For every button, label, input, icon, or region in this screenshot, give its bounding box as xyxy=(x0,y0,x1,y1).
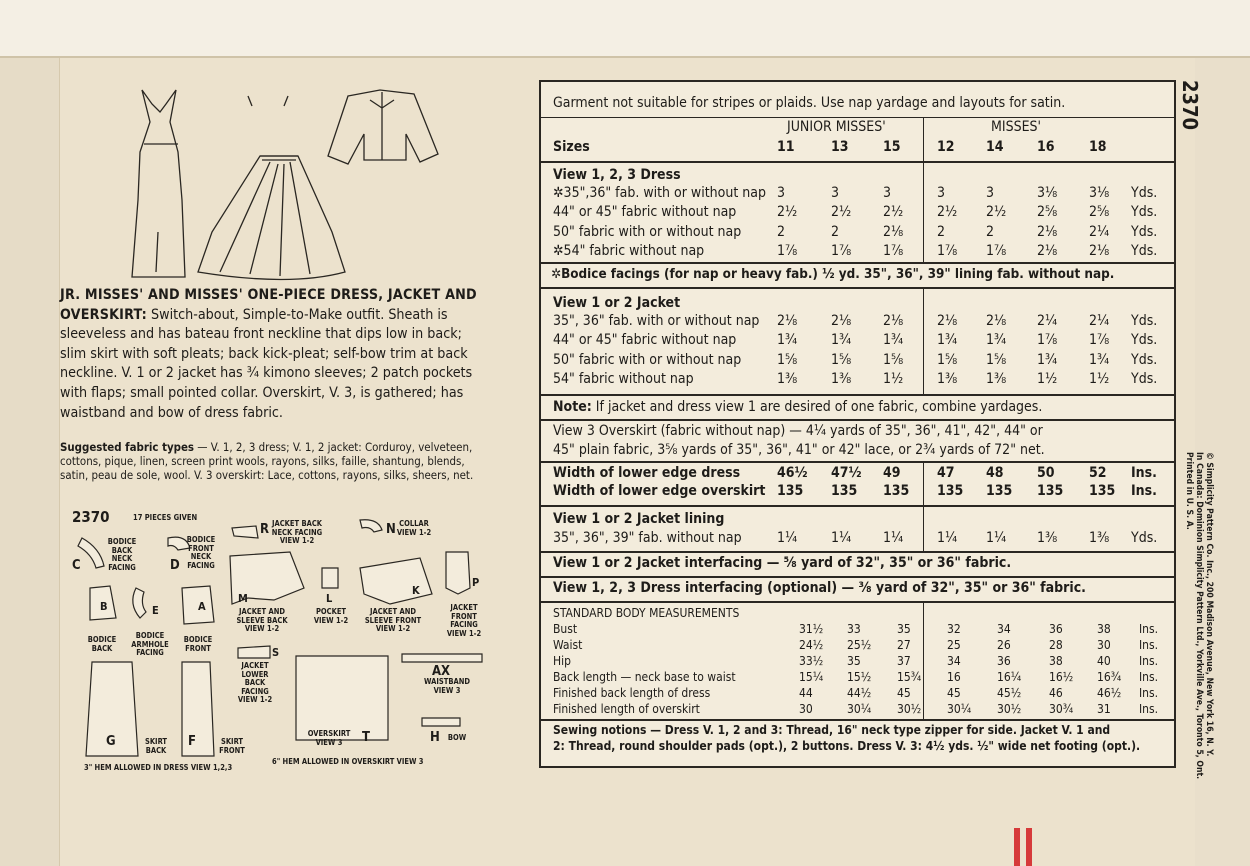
header-note: Garment not suitable for stripes or plaids. Use nap yardage and layouts for satin. xyxy=(553,95,1066,111)
cell-value: 30½ xyxy=(997,701,1022,716)
column-divider xyxy=(923,462,924,506)
cell-value: 3⅛ xyxy=(1089,185,1110,201)
piece-h-label: BOW xyxy=(447,733,467,742)
cell-value: 1⅞ xyxy=(883,242,904,259)
piece-s-label: JACKET LOWER BACK FACING VIEW 1-2 xyxy=(237,661,273,705)
column-divider xyxy=(923,602,924,720)
rule xyxy=(541,287,1174,289)
cell-value: 135 xyxy=(937,483,964,499)
cell-value: 135 xyxy=(1037,483,1064,499)
envelope-top-flap xyxy=(0,0,1250,58)
bodice-facings: ✲Bodice facings (for nap or heavy fab.) ½ yd. 35", 36", 39" lining fab. without nap. xyxy=(551,267,1115,282)
jacket-interfacing: View 1 or 2 Jacket interfacing — ⅝ yard of 32", 35" or 36" fabric. xyxy=(553,555,1012,571)
cell-value: 30 xyxy=(1097,637,1111,652)
row-label: 44" or 45" fabric without nap xyxy=(553,332,737,349)
piece-s-letter: S xyxy=(272,646,280,659)
cell-value: 16½ xyxy=(1049,669,1074,684)
piece-e-letter: E xyxy=(152,604,159,617)
piece-h-letter: H xyxy=(430,730,440,745)
cell-value: 15½ xyxy=(847,669,872,684)
cell-value: 33½ xyxy=(799,653,824,668)
cell-value: 1¾ xyxy=(1037,351,1058,368)
unit-label: Ins. xyxy=(1131,465,1157,481)
cell-value: 28 xyxy=(1049,637,1063,652)
lining-title: View 1 or 2 Jacket lining xyxy=(553,511,725,527)
cell-value: 31½ xyxy=(799,622,824,636)
cell-value: 36 xyxy=(997,653,1011,668)
unit-label: Yds. xyxy=(1131,351,1158,368)
column-divider xyxy=(923,288,924,394)
cell-value: 16¼ xyxy=(997,669,1022,684)
side-copyright xyxy=(1184,452,1214,779)
cell-value: 1⅜ xyxy=(777,370,798,387)
cell-value: 2⅛ xyxy=(1089,242,1110,259)
cell-value: 1¾ xyxy=(986,332,1007,349)
row-label: 50" fabric with or without nap xyxy=(553,351,742,368)
cell-value: 15¾ xyxy=(897,669,922,684)
size-14: 14 xyxy=(986,139,1004,155)
cell-value: 1⅞ xyxy=(1037,332,1058,349)
cell-value: 3⅛ xyxy=(1037,185,1058,201)
cell-value: 135 xyxy=(1089,483,1116,499)
garment-illustrations xyxy=(120,82,440,282)
pattern-description xyxy=(60,286,490,423)
cell-value: 16 xyxy=(947,669,961,684)
rule xyxy=(541,161,1174,163)
cell-value: 2¼ xyxy=(1037,313,1058,329)
measure-title: STANDARD BODY MEASUREMENTS xyxy=(553,606,740,620)
cell-value: 1⅝ xyxy=(777,351,798,368)
sizes-label: Sizes xyxy=(553,139,590,155)
piece-p-label: JACKET FRONT FACING VIEW 1-2 xyxy=(446,603,482,638)
view3-line1: View 3 Overskirt (fabric without nap) — 4¼ yards of 35", 36", 41", 42", 44" or xyxy=(553,423,1043,439)
cell-value: 2⅛ xyxy=(831,313,852,329)
cell-value: 45½ xyxy=(997,685,1022,700)
cell-value: 35 xyxy=(847,653,861,668)
piece-t-letter: T xyxy=(362,730,370,745)
misses-label: MISSES' xyxy=(991,119,1041,135)
unit-label: Ins. xyxy=(1139,701,1159,716)
cell-value: 24½ xyxy=(799,637,824,652)
cell-value: 36 xyxy=(1049,622,1063,636)
dress-interfacing: View 1, 2, 3 Dress interfacing (optional) — ⅜ yard of 32", 35" or 36" fabric. xyxy=(553,580,1086,596)
cell-value: 2½ xyxy=(937,204,958,221)
cell-value: 1⅜ xyxy=(1037,530,1058,546)
cell-value: 1⅝ xyxy=(883,351,904,368)
row-label: 50" fabric with or without nap xyxy=(553,223,742,240)
size-18: 18 xyxy=(1089,139,1107,155)
cell-value: 2 xyxy=(986,223,995,240)
column-divider xyxy=(923,506,924,552)
cell-value: 46½ xyxy=(1097,685,1122,700)
pieces-number: 2370 xyxy=(72,508,110,526)
cell-value: 40 xyxy=(1097,653,1111,668)
cell-value: 25½ xyxy=(847,637,872,652)
cell-value: 1⅜ xyxy=(1089,530,1110,546)
unit-label: Yds. xyxy=(1131,370,1158,387)
cell-value: 1¾ xyxy=(831,332,852,349)
cell-value: 16¾ xyxy=(1097,669,1122,684)
cell-value: 1⅜ xyxy=(831,370,852,387)
cell-value: 1¼ xyxy=(831,530,852,546)
piece-r-letter: R xyxy=(260,522,270,537)
cell-value: 30 xyxy=(799,701,813,716)
size-13: 13 xyxy=(831,139,849,155)
piece-c-letter: C xyxy=(72,558,81,573)
pattern-pieces-diagram xyxy=(60,508,500,778)
dress-title: View 1, 2, 3 Dress xyxy=(553,167,681,183)
piece-n-letter: N xyxy=(386,522,396,537)
piece-e-label: BODICE ARMHOLE FACING xyxy=(131,631,169,658)
cell-value: 45 xyxy=(947,685,961,700)
size-11: 11 xyxy=(777,139,795,155)
rule xyxy=(541,394,1174,396)
jacket-sketch xyxy=(328,90,438,164)
copyright-line1: © Simplicity Pattern Co. Inc., 200 Madison Avenue, New York 16, N. Y. xyxy=(1204,452,1214,757)
rule xyxy=(541,505,1174,507)
jacket-title: View 1 or 2 Jacket xyxy=(553,295,681,311)
cell-value: 2 xyxy=(777,223,786,240)
cell-value: 30¼ xyxy=(947,701,972,716)
cell-value: 25 xyxy=(947,637,961,652)
fabric-text: — V. 1, 2, 3 dress; V. 1, 2 jacket: Corduroy, velveteen, cottons, pique, linen, screen print wools, rayons, silks, faille, shantung, blends, satin, peau de sole, wool. V. 3 overskirt: Lace, cottons, rayons, silks, sheers, net. xyxy=(60,440,474,482)
fabric-label: Suggested fabric types xyxy=(60,440,195,454)
rule xyxy=(541,419,1174,421)
piece-c-label: BODICE BACK NECK FACING xyxy=(107,537,137,572)
view3-line2: 45" plain fabric, 3⅝ yards of 35", 36", 41" or 42" lace, or 2¾ yards of 72" net. xyxy=(553,442,1045,458)
cell-value: 2¼ xyxy=(1089,223,1110,240)
cell-value: 44 xyxy=(799,685,813,700)
piece-l-label: POCKET VIEW 1-2 xyxy=(313,607,349,625)
sewing-line1: Sewing notions — Dress V. 1, 2 and 3: Thread, 16" neck type zipper for side. Jacket V. 1 and xyxy=(553,723,1111,737)
note-label: Note: xyxy=(553,399,592,415)
piece-d-label: BODICE FRONT NECK FACING xyxy=(186,535,216,570)
cell-value: 1⅞ xyxy=(986,242,1007,259)
size-15: 15 xyxy=(883,139,901,155)
junior-misses-label: JUNIOR MISSES' xyxy=(787,119,886,135)
piece-m-label: JACKET AND SLEEVE BACK VIEW 1-2 xyxy=(236,607,288,634)
width-dress-label: Width of lower edge dress xyxy=(553,465,741,481)
column-divider xyxy=(923,118,924,162)
piece-n-label: COLLAR VIEW 1-2 xyxy=(396,519,432,537)
column-divider xyxy=(923,162,924,262)
piece-f-label: SKIRT FRONT xyxy=(219,737,245,755)
cell-value: 34 xyxy=(997,622,1011,636)
hem-dress-note: 3" HEM ALLOWED IN DRESS VIEW 1,2,3 xyxy=(84,763,233,772)
unit-label: Ins. xyxy=(1139,653,1159,668)
cell-value: 1½ xyxy=(1037,370,1058,387)
piece-r-label: JACKET BACK NECK FACING VIEW 1-2 xyxy=(271,519,323,546)
cell-value: 1⅜ xyxy=(937,370,958,387)
cell-value: 1⅜ xyxy=(986,370,1007,387)
cell-value: 15¼ xyxy=(799,669,824,684)
cell-value: 47 xyxy=(937,465,955,481)
row-label: Hip xyxy=(553,653,571,668)
rule xyxy=(541,461,1174,463)
cell-value: 2 xyxy=(937,223,946,240)
cell-value: 45 xyxy=(897,685,911,700)
piece-d-letter: D xyxy=(170,558,180,573)
cell-value: 1½ xyxy=(1089,370,1110,387)
piece-b-letter: B xyxy=(100,600,108,613)
cell-value: 1⅞ xyxy=(831,242,852,259)
lining-label: 35", 36", 39" fab. without nap xyxy=(553,530,742,546)
cell-value: 31 xyxy=(1097,701,1111,716)
hem-overskirt-note: 6" HEM ALLOWED IN OVERSKIRT VIEW 3 xyxy=(272,757,424,766)
cell-value: 3 xyxy=(937,185,946,201)
cell-value: 2½ xyxy=(777,204,798,221)
cell-value: 1¾ xyxy=(777,332,798,349)
rule xyxy=(541,576,1174,578)
cell-value: 46 xyxy=(1049,685,1063,700)
printed-in: Printed in U. S. A. xyxy=(1184,452,1194,530)
cell-value: 1¾ xyxy=(1089,351,1110,368)
cell-value: 2⅛ xyxy=(937,313,958,329)
cell-value: 34 xyxy=(947,653,961,668)
unit-label: Ins. xyxy=(1131,483,1157,499)
cell-value: 52 xyxy=(1089,465,1107,481)
unit-label: Yds. xyxy=(1131,223,1158,240)
cell-value: 1¼ xyxy=(883,530,904,546)
cell-value: 1¼ xyxy=(937,530,958,546)
row-label: 54" fabric without nap xyxy=(553,370,694,387)
cell-value: 1¾ xyxy=(937,332,958,349)
cell-value: 30¼ xyxy=(847,701,872,716)
cell-value: 2¼ xyxy=(1089,313,1110,329)
cell-value: 50 xyxy=(1037,465,1055,481)
piece-a-letter: A xyxy=(198,600,206,613)
piece-b-label: BODICE BACK xyxy=(87,635,117,653)
cell-value: 2⅛ xyxy=(777,313,798,329)
piece-p-letter: P xyxy=(472,576,480,589)
piece-ax-label: WAISTBAND VIEW 3 xyxy=(424,677,470,695)
row-label: Finished length of overskirt xyxy=(553,701,700,716)
fabric-suggestions xyxy=(60,441,490,482)
row-label: ✲54" fabric without nap xyxy=(553,242,705,259)
unit-label: Yds. xyxy=(1131,313,1158,329)
cell-value: 135 xyxy=(831,483,858,499)
cell-value: 2 xyxy=(831,223,840,240)
cell-value: 1¼ xyxy=(777,530,798,546)
rule xyxy=(541,262,1174,264)
cell-value: 2½ xyxy=(831,204,852,221)
cell-value: 2⅛ xyxy=(986,313,1007,329)
cell-value: 135 xyxy=(777,483,804,499)
cell-value: 2⅛ xyxy=(883,313,904,329)
cell-value: 1½ xyxy=(883,370,904,387)
cell-value: 32 xyxy=(947,622,961,636)
piece-f-letter: F xyxy=(188,734,196,749)
cell-value: 3 xyxy=(986,185,995,201)
cell-value: 48 xyxy=(986,465,1004,481)
unit-label: Ins. xyxy=(1139,637,1159,652)
cell-value: 2⅛ xyxy=(883,223,904,240)
row-label: 44" or 45" fabric without nap xyxy=(553,204,737,221)
cell-value: 1⅞ xyxy=(937,242,958,259)
cell-value: 1⅞ xyxy=(777,242,798,259)
cell-value: 1⅝ xyxy=(831,351,852,368)
unit-label: Yds. xyxy=(1131,332,1158,349)
copyright-line2: In Canada: Dominion Simplicity Pattern Ltd., Yorkville Ave., Toronto 5, Ont. xyxy=(1194,452,1204,780)
cell-value: 2⅛ xyxy=(1037,242,1058,259)
side-pattern-number: 2370 xyxy=(1178,80,1202,131)
cell-value: 26 xyxy=(997,637,1011,652)
cell-value: 135 xyxy=(883,483,910,499)
cell-value: 44½ xyxy=(847,685,872,700)
cell-value: 2⅝ xyxy=(1089,204,1110,221)
unit-label: Yds. xyxy=(1131,530,1158,546)
cell-value: 27 xyxy=(897,637,911,652)
unit-label: Ins. xyxy=(1139,685,1159,700)
piece-a-label: BODICE FRONT xyxy=(183,635,213,653)
cell-value: 30½ xyxy=(897,701,922,716)
cell-value: 2⅝ xyxy=(1037,204,1058,221)
cell-value: 2½ xyxy=(883,204,904,221)
description-body: Switch-about, Simple-to-Make outfit. Sheath is sleeveless and has bateau front neckline that dips low in back; slim skirt with soft pleats; back kick-pleat; self-bow trim at back neckline. V. 1 or 2 jacket has ¾ kimono sleeves; 2 patch pockets with flaps; small pointed collar. Overskirt, V. 3, is gathered; has waistband and bow of dress fabric. xyxy=(60,306,473,421)
row-label: Back length — neck base to waist xyxy=(553,669,736,684)
unit-label: Yds. xyxy=(1131,185,1158,201)
rule xyxy=(541,601,1174,603)
cell-value: 3 xyxy=(883,185,892,201)
description-title: JR. MISSES' AND MISSES' ONE-PIECE DRESS, JACKET AND OVERSKIRT: xyxy=(60,287,477,323)
piece-m-letter: M xyxy=(238,592,248,605)
cell-value: 47½ xyxy=(831,465,862,481)
row-label: 35", 36" fab. with or without nap xyxy=(553,313,760,329)
piece-k-label: JACKET AND SLEEVE FRONT VIEW 1-2 xyxy=(364,607,422,634)
note-text: If jacket and dress view 1 are desired of one fabric, combine yardages. xyxy=(591,399,1043,415)
piece-g-letter: G xyxy=(106,734,116,749)
red-mark xyxy=(1014,828,1020,866)
overskirt-sketch xyxy=(198,156,345,280)
cell-value: 46½ xyxy=(777,465,808,481)
cell-value: 1⅝ xyxy=(986,351,1007,368)
torn-left-edge xyxy=(0,0,60,866)
row-label: Finished back length of dress xyxy=(553,685,711,700)
pieces-given: 17 PIECES GIVEN xyxy=(133,513,198,522)
cell-value: 35 xyxy=(897,622,911,636)
red-mark xyxy=(1026,828,1032,866)
cell-value: 2½ xyxy=(986,204,1007,221)
cell-value: 38 xyxy=(1097,622,1111,636)
cell-value: 1⅝ xyxy=(937,351,958,368)
unit-label: Ins. xyxy=(1139,669,1159,684)
row-label: Bust xyxy=(553,622,578,636)
yardage-table xyxy=(539,80,1176,768)
sewing-line2: 2: Thread, round shoulder pads (opt.), 2 buttons. Dress V. 3: 4½ yds. ½" wide net footing (opt.). xyxy=(553,739,1141,753)
sheath-dress-sketch xyxy=(132,90,185,277)
piece-l-letter: L xyxy=(326,592,333,605)
cell-value: 1¼ xyxy=(986,530,1007,546)
piece-t-label: OVERSKIRT VIEW 3 xyxy=(307,729,351,747)
cell-value: 3 xyxy=(777,185,786,201)
cell-value: 37 xyxy=(897,653,911,668)
cell-value: 1¾ xyxy=(883,332,904,349)
row-label: ✲35",36" fab. with or without nap xyxy=(553,185,766,201)
cell-value: 30¾ xyxy=(1049,701,1074,716)
cell-value: 49 xyxy=(883,465,901,481)
cell-value: 3 xyxy=(831,185,840,201)
cell-value: 135 xyxy=(986,483,1013,499)
cell-value: 33 xyxy=(847,622,861,636)
cell-value: 38 xyxy=(1049,653,1063,668)
rule xyxy=(541,719,1174,721)
piece-ax-letter: AX xyxy=(432,664,451,679)
unit-label: Ins. xyxy=(1139,622,1159,636)
size-16: 16 xyxy=(1037,139,1055,155)
unit-label: Yds. xyxy=(1131,204,1158,221)
piece-k-letter: K xyxy=(412,584,420,597)
piece-g-label: SKIRT BACK xyxy=(144,737,168,755)
rule xyxy=(541,551,1174,553)
unit-label: Yds. xyxy=(1131,242,1158,259)
width-overskirt-label: Width of lower edge overskirt xyxy=(553,483,766,499)
cell-value: 1⅞ xyxy=(1089,332,1110,349)
row-label: Waist xyxy=(553,637,583,652)
cell-value: 2⅛ xyxy=(1037,223,1058,240)
size-12: 12 xyxy=(937,139,955,155)
